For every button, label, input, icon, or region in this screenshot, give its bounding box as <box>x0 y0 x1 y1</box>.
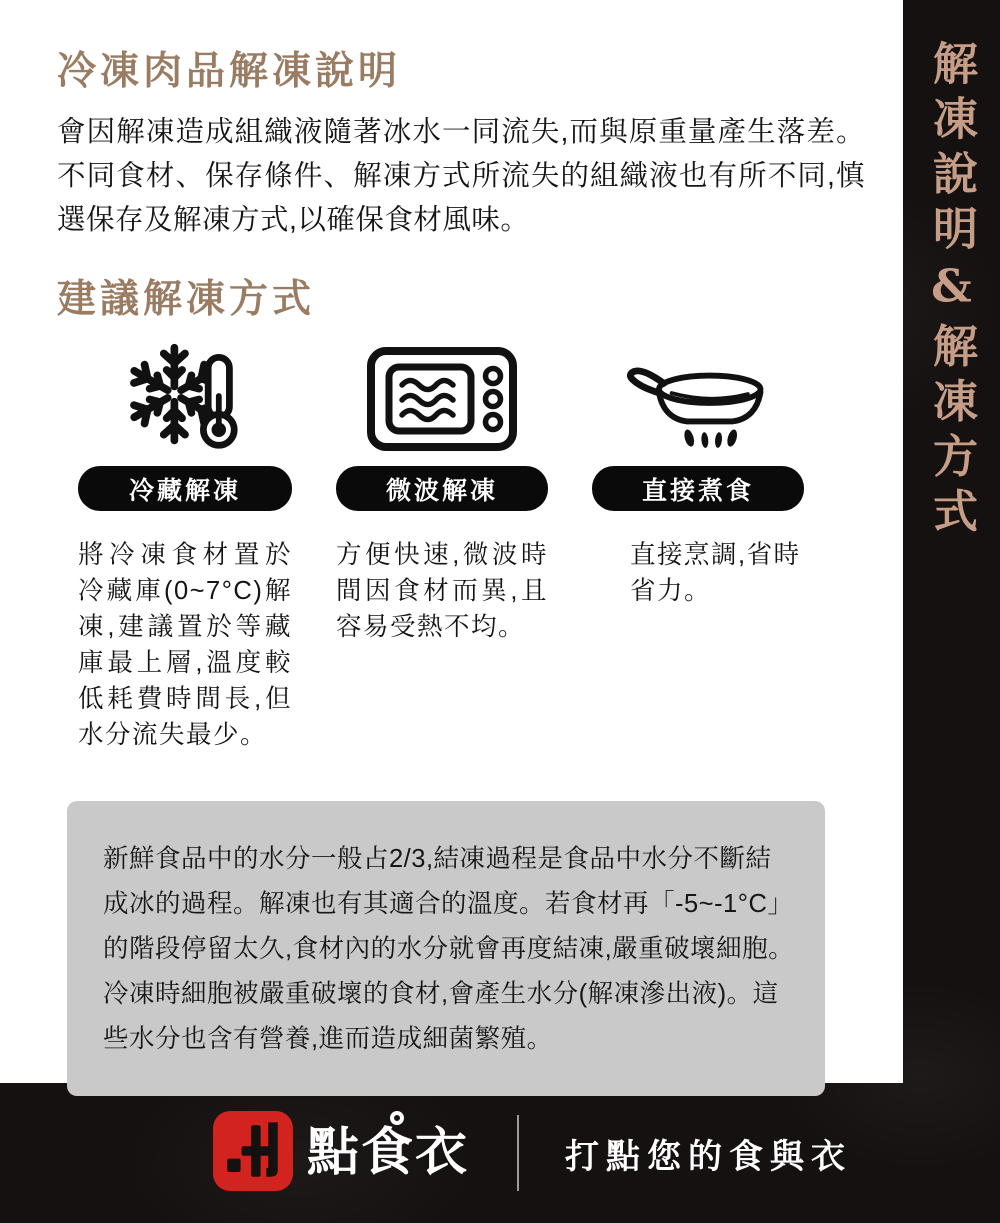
brand-logo-icon <box>213 1111 293 1196</box>
brand-name: 點食衣 <box>307 1124 470 1182</box>
method-label-refrigerate: 冷藏解凍 <box>78 466 292 511</box>
frying-pan-icon <box>592 338 804 452</box>
brand-logotype <box>307 1124 470 1182</box>
intro-paragraph: 會因解凍造成組織液隨著冰水一同流失,而與原重量產生落差。不同食材、保存條件、解凍方式所流失的組織液也有所不同,慎選保存及解凍方式,以確保食材風味。 <box>57 116 865 236</box>
footer-divider <box>517 1115 519 1191</box>
note-paragraph-2: 冷凍時細胞被嚴重破壞的食材,會產生水分(解凍滲出液)。這些水分也含有營養,進而造成細菌繁殖。 <box>103 980 779 1053</box>
section-title: 建議解凍方式 <box>57 276 316 322</box>
note-box <box>67 801 825 1096</box>
methods-grid <box>78 338 863 753</box>
microwave-icon <box>336 338 548 452</box>
snowflake-thermometer-icon <box>78 338 292 452</box>
sidebar-vertical-title: 解凍說明&解凍方式 <box>925 40 978 543</box>
method-description-cook: 直接烹調,省時省力。 <box>630 541 801 605</box>
method-column-cook <box>592 338 804 753</box>
method-label-cook: 直接煮食 <box>592 466 804 511</box>
footer <box>0 1083 903 1223</box>
location-pin-icon <box>390 1111 404 1125</box>
method-column-refrigerate <box>78 338 292 753</box>
method-description-microwave: 方便快速,微波時間因食材而異,且容易受熱不均。 <box>336 541 548 641</box>
right-sidebar <box>903 0 1000 1223</box>
brand-tagline: 打點您的食與衣 <box>565 1137 853 1176</box>
note-paragraph-1: 新鮮食品中的水分一般占2/3,結凍過程是食品中水分不斷結成冰的過程。解凍也有其適合的溫度。若食材再「-5~-1°C」的階段停留太久,食材內的水分就會再度結凍,嚴重破壞細胞。 <box>103 845 795 963</box>
method-label-microwave: 微波解凍 <box>336 466 548 511</box>
method-description-refrigerate: 將冷凍食材置於冷藏庫(0~7°C)解凍,建議置於等藏庫最上層,溫度較低耗費時間長,但水分流失最少。 <box>78 541 292 749</box>
method-column-microwave <box>336 338 548 753</box>
page-title: 冷凍肉品解凍說明 <box>57 48 402 94</box>
